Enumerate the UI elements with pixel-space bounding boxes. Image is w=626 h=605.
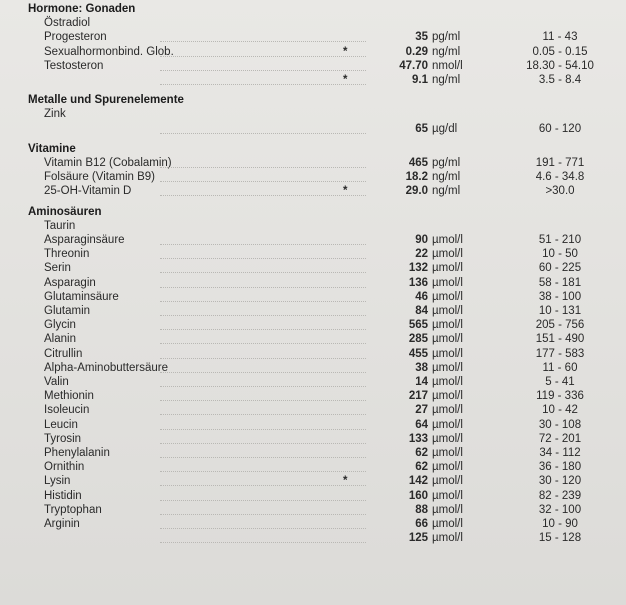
- result-row: [0, 45, 626, 59]
- result-value: 9.1: [412, 74, 428, 86]
- result-value: 47.70: [399, 59, 428, 72]
- dotted-leader: [160, 287, 366, 288]
- dotted-leader: [160, 315, 366, 316]
- dotted-leader: [160, 471, 366, 472]
- analyte-name: Isoleucin: [44, 404, 90, 417]
- reference-range: >30.0: [545, 185, 575, 198]
- result-unit: µmol/l: [432, 390, 463, 403]
- result-row: [0, 16, 626, 30]
- analyte-name: 25-OH-Vitamin D: [44, 185, 132, 198]
- result-unit: nmol/l: [432, 59, 463, 72]
- analyte-name: Vitamin B12 (Cobalamin): [44, 157, 172, 169]
- dotted-leader: [160, 272, 366, 273]
- dotted-leader: [160, 372, 366, 373]
- section-heading-text: Aminosäuren: [28, 205, 102, 218]
- result-value: 0.29: [405, 45, 428, 58]
- analyte-name: Testosteron: [44, 59, 104, 72]
- analyte-name: Arginin: [44, 518, 80, 530]
- result-value: 38: [415, 361, 428, 374]
- reference-range: 34 - 112: [539, 447, 581, 459]
- dotted-leader: [160, 429, 366, 430]
- result-unit: µmol/l: [432, 503, 463, 516]
- reference-range: 3.5 - 8.4: [538, 74, 582, 86]
- result-row: [0, 418, 626, 432]
- result-row: [0, 474, 626, 488]
- analyte-name: Citrullin: [44, 347, 83, 360]
- result-value: 465: [408, 157, 428, 169]
- analyte-name: Lysin: [44, 475, 71, 488]
- result-row: [0, 59, 626, 73]
- result-row: [0, 73, 626, 87]
- reference-range: 5 - 41: [545, 376, 575, 388]
- abnormal-flag: *: [343, 74, 348, 86]
- result-unit: ng/ml: [432, 185, 461, 198]
- result-unit: µmol/l: [432, 234, 463, 246]
- result-unit: µmol/l: [432, 532, 463, 545]
- result-row: [0, 517, 626, 531]
- result-value: 22: [415, 248, 428, 261]
- result-value: 64: [415, 418, 428, 431]
- analyte-name: Zink: [44, 108, 66, 121]
- dotted-leader: [160, 41, 366, 42]
- result-value: 125: [408, 532, 428, 545]
- dotted-leader: [160, 485, 366, 486]
- result-unit: µmol/l: [432, 248, 463, 261]
- result-row: [0, 432, 626, 446]
- result-unit: µmol/l: [432, 319, 463, 332]
- analyte-name: Taurin: [44, 219, 76, 232]
- analyte-name: Folsäure (Vitamin B9): [44, 171, 155, 184]
- dotted-leader: [160, 358, 366, 359]
- result-value: 142: [408, 475, 428, 488]
- analyte-name: Methionin: [44, 390, 94, 403]
- reference-range: 72 - 201: [538, 432, 582, 445]
- result-row: [0, 219, 626, 233]
- analyte-name: Östradiol: [44, 17, 91, 30]
- result-row: [0, 347, 626, 361]
- analyte-name: Glycin: [44, 319, 76, 332]
- analyte-name: Threonin: [44, 248, 90, 261]
- reference-range: 82 - 239: [538, 489, 582, 502]
- result-row: [0, 276, 626, 290]
- result-row: [0, 261, 626, 275]
- result-unit: µg/dl: [432, 122, 458, 135]
- dotted-leader: [160, 167, 366, 168]
- result-unit: pg/ml: [432, 157, 461, 169]
- dotted-leader: [160, 414, 366, 415]
- result-row: [0, 247, 626, 261]
- dotted-leader: [160, 301, 366, 302]
- analyte-name: Ornithin: [44, 461, 85, 474]
- reference-range: 10 - 50: [542, 248, 578, 261]
- result-row: [0, 460, 626, 474]
- dotted-leader: [160, 500, 366, 501]
- result-unit: µmol/l: [432, 518, 463, 530]
- result-unit: µmol/l: [432, 489, 463, 502]
- result-unit: µmol/l: [432, 475, 463, 488]
- abnormal-flag: *: [343, 185, 348, 198]
- result-row: [0, 361, 626, 375]
- result-value: 27: [415, 404, 428, 417]
- result-row: [0, 531, 626, 545]
- reference-range: 0.05 - 0.15: [532, 45, 588, 58]
- result-value: 90: [415, 234, 428, 246]
- dotted-leader: [160, 542, 366, 543]
- result-value: 133: [408, 432, 428, 445]
- result-row: [0, 107, 626, 121]
- result-unit: ng/ml: [432, 171, 461, 184]
- analyte-name: Glutaminsäure: [44, 290, 119, 303]
- result-unit: ng/ml: [432, 74, 461, 86]
- reference-range: 60 - 120: [538, 122, 582, 135]
- dotted-leader: [160, 133, 366, 134]
- result-row: [0, 318, 626, 332]
- result-value: 84: [415, 305, 428, 317]
- result-unit: µmol/l: [432, 376, 463, 388]
- reference-range: 205 - 756: [535, 319, 585, 332]
- dotted-leader: [160, 528, 366, 529]
- result-value: 217: [408, 390, 428, 403]
- reference-range: 11 - 43: [542, 31, 578, 44]
- abnormal-flag: *: [343, 45, 348, 58]
- result-row: [0, 290, 626, 304]
- result-unit: µmol/l: [432, 447, 463, 459]
- dotted-leader: [160, 386, 366, 387]
- reference-range: 10 - 90: [542, 518, 578, 530]
- reference-range: 15 - 128: [538, 532, 582, 545]
- dotted-leader: [160, 343, 366, 344]
- result-value: 62: [415, 447, 428, 459]
- analyte-name: Histidin: [44, 489, 82, 502]
- result-unit: µmol/l: [432, 276, 463, 289]
- result-value: 14: [415, 376, 428, 388]
- result-row: [0, 503, 626, 517]
- result-unit: pg/ml: [432, 31, 461, 44]
- result-row: [0, 156, 626, 170]
- dotted-leader: [160, 181, 366, 182]
- reference-range: 30 - 120: [538, 475, 582, 488]
- result-value: 66: [415, 518, 428, 530]
- result-row: [0, 403, 626, 417]
- analyte-name: Alpha-Aminobuttersäure: [44, 361, 169, 374]
- result-unit: µmol/l: [432, 305, 463, 317]
- reference-range: 18.30 - 54.10: [526, 59, 594, 72]
- dotted-leader: [160, 457, 366, 458]
- analyte-name: Sexualhormonbind. Glob.: [44, 45, 174, 58]
- result-row: [0, 489, 626, 503]
- dotted-leader: [160, 70, 366, 71]
- result-row: [0, 304, 626, 318]
- analyte-name: Serin: [44, 262, 71, 275]
- dotted-leader: [160, 56, 366, 57]
- result-value: 88: [415, 503, 428, 516]
- result-unit: µmol/l: [432, 347, 463, 360]
- result-value: 565: [408, 319, 428, 332]
- result-row: [0, 389, 626, 403]
- result-value: 29.0: [405, 185, 428, 198]
- result-value: 65: [415, 122, 428, 135]
- result-row: [0, 375, 626, 389]
- reference-range: 191 - 771: [535, 157, 585, 169]
- reference-range: 177 - 583: [535, 347, 585, 360]
- analyte-name: Asparaginsäure: [44, 234, 125, 246]
- analyte-name: Tyrosin: [44, 432, 82, 445]
- result-value: 46: [415, 290, 428, 303]
- result-unit: µmol/l: [432, 333, 463, 346]
- result-value: 18.2: [405, 171, 428, 184]
- reference-range: 36 - 180: [538, 461, 582, 474]
- result-row: [0, 122, 626, 136]
- result-value: 62: [415, 461, 428, 474]
- result-unit: ng/ml: [432, 45, 461, 58]
- result-value: 285: [408, 333, 428, 346]
- result-unit: µmol/l: [432, 404, 463, 417]
- result-row: [0, 446, 626, 460]
- section-heading: [0, 2, 626, 16]
- dotted-leader: [160, 514, 366, 515]
- result-row: [0, 170, 626, 184]
- result-value: 35: [415, 31, 428, 44]
- dotted-leader: [160, 258, 366, 259]
- section-heading-text: Vitamine: [28, 142, 76, 155]
- result-row: [0, 184, 626, 198]
- reference-range: 51 - 210: [538, 234, 582, 246]
- analyte-name: Leucin: [44, 418, 78, 431]
- analyte-name: Alanin: [44, 333, 76, 346]
- reference-range: 38 - 100: [538, 290, 582, 303]
- dotted-leader: [160, 244, 366, 245]
- dotted-leader: [160, 84, 366, 85]
- reference-range: 32 - 100: [538, 503, 582, 516]
- analyte-name: Glutamin: [44, 305, 91, 317]
- dotted-leader: [160, 443, 366, 444]
- reference-range: 10 - 131: [538, 305, 582, 317]
- analyte-name: Phenylalanin: [44, 447, 110, 459]
- result-unit: µmol/l: [432, 262, 463, 275]
- result-unit: µmol/l: [432, 418, 463, 431]
- reference-range: 151 - 490: [535, 333, 585, 346]
- result-unit: µmol/l: [432, 461, 463, 474]
- result-value: 160: [408, 489, 428, 502]
- result-row: [0, 233, 626, 247]
- section-heading: [0, 205, 626, 219]
- reference-range: 11 - 60: [542, 361, 578, 374]
- reference-range: 4.6 - 34.8: [535, 171, 585, 184]
- section-heading: [0, 142, 626, 156]
- result-unit: µmol/l: [432, 361, 463, 374]
- reference-range: 60 - 225: [538, 262, 582, 275]
- analyte-name: Progesteron: [44, 31, 107, 44]
- analyte-name: Asparagin: [44, 276, 96, 289]
- result-unit: µmol/l: [432, 290, 463, 303]
- dotted-leader: [160, 329, 366, 330]
- section-heading-text: Hormone: Gonaden: [28, 3, 136, 15]
- result-value: 455: [408, 347, 428, 360]
- dotted-leader: [160, 400, 366, 401]
- section-heading: [0, 93, 626, 107]
- reference-range: 10 - 42: [542, 404, 578, 417]
- reference-range: 30 - 108: [538, 418, 582, 431]
- abnormal-flag: *: [343, 475, 348, 488]
- analyte-name: Tryptophan: [44, 503, 102, 516]
- analyte-name: Valin: [44, 376, 69, 388]
- result-row: [0, 30, 626, 44]
- result-value: 132: [408, 262, 428, 275]
- result-value: 136: [408, 276, 428, 289]
- section-heading-text: Metalle und Spurenelemente: [28, 94, 184, 107]
- reference-range: 58 - 181: [538, 276, 582, 289]
- reference-range: 119 - 336: [536, 390, 584, 403]
- result-row: [0, 332, 626, 346]
- result-unit: µmol/l: [432, 432, 463, 445]
- dotted-leader: [160, 195, 366, 196]
